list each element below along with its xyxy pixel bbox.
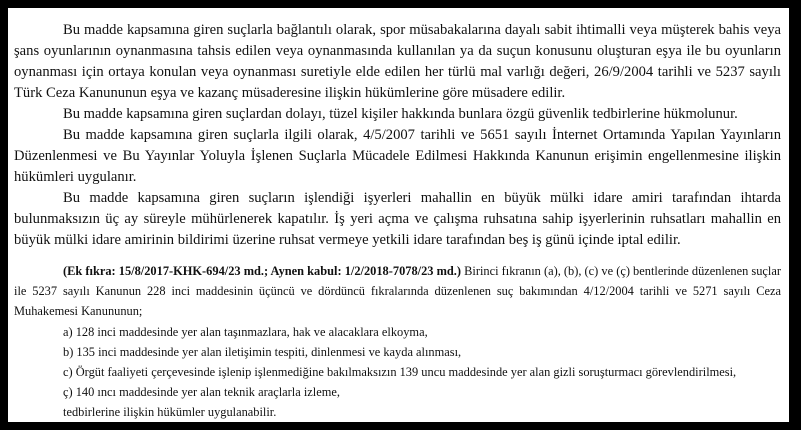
- addendum-item-a: a) 128 inci maddesinde yer alan taşınmazlara, hak ve alacaklara elkoyma,: [63, 324, 428, 339]
- paragraph-confiscation: Bu madde kapsamına giren suçlarla bağlantılı olarak, spor müsabakalarına dayalı sabit ihtimalli veya müşterek bahis veya şans oyunlarının oynanmasına tahsis edilen veya oynanmasında kullanılan ya da suçun konusunu oluşturan eşya ile bu oyunların oynanması için ortaya konulan veya oynanması suretiyle elde edilen her türlü mal varlığı değeri, 26/9/2004 tarihli ve 5237 sayılı Türk Ceza Kanununun eşya ve kazanç müsaderesine ilişkin hükümlerine göre müsadere edilir.: [14, 22, 781, 101]
- addendum-item-c: c) Örgüt faaliyeti çerçevesinde işlenip işlenmediğine bakılmaksızın 139 uncu maddesinde yer alan gizli soruşturmacı görevlendirilmesi,: [63, 365, 737, 380]
- addendum-intro-text: Birinci fıkranın (a), (b), (c) ve (ç) bentlerinde düzenlenen suçlar ile 5237 sayılı Kanunun 228 inci maddesinin üçüncü ve dördüncü fıkralarında düzenlenen suç bakımından 4/12/2004 tarihli ve 5271 sayılı Ceza Muhakemesi Kanununun;: [14, 264, 781, 319]
- document-page: [8, 8, 789, 422]
- addendum-intro: [14, 261, 781, 322]
- main-text-block: [14, 20, 781, 251]
- paragraph-legal-entities: Bu madde kapsamına giren suçlardan dolayı, tüzel kişiler hakkında bunlara özgü güvenlik tedbirlerine hükmolunur.: [63, 106, 738, 122]
- paragraph-workplace-closure: Bu madde kapsamına giren suçların işlendiği işyerleri mahallin en büyük mülki idare amiri tarafından ihtarda bulunmaksızın üç ay süreyle mühürlenerek kapatılır. İş yeri açma ve çalışma ruhsatına sahip işyerlerinin ruhsatları mahallin en büyük mülki idare amirinin bildirimi üzerine ruhsat vermeye yetkili idare tarafından beş iş günü içinde iptal edilir.: [14, 190, 781, 248]
- addendum-item-b: b) 135 inci maddesinde yer alan iletişimin tespiti, dinlenmesi ve kayda alınması,: [63, 344, 462, 359]
- addendum-block: [14, 261, 781, 422]
- paragraph-access-blocking: Bu madde kapsamına giren suçlarla ilgili olarak, 4/5/2007 tarihli ve 5651 sayılı İnternet Ortamında Yapılan Yayınların Düzenlenmesi ve Bu Yayınlar Yoluyla İşlenen Suçlarla Mücadele Edilmesi Hakkında Kanunun erişimin engellenmesine ilişkin hükümleri uygulanır.: [14, 127, 781, 185]
- addendum-reference: (Ek fıkra: 15/8/2017-KHK-694/23 md.; Aynen kabul: 1/2/2018-7078/23 md.): [63, 264, 462, 278]
- addendum-item-cc: ç) 140 ıncı maddesinde yer alan teknik araçlarla izleme,: [63, 385, 340, 400]
- addendum-closing: tedbirlerine ilişkin hükümler uygulanabilir.: [63, 405, 277, 420]
